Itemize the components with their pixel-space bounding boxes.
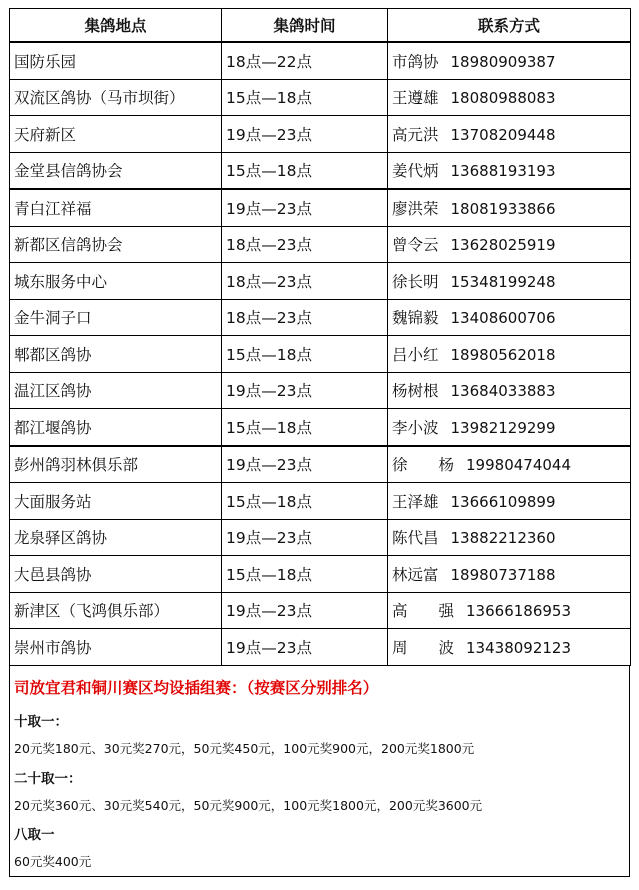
contact-name: 林远富: [392, 565, 439, 584]
contact-cell: [388, 592, 631, 629]
location-cell: 金堂县信鸽协会: [10, 152, 222, 189]
contact-cell: [388, 189, 631, 226]
table-row: [10, 409, 631, 446]
contact-name: 徐 杨: [392, 456, 455, 475]
contact-name: 周 波: [392, 638, 455, 657]
table-row: [10, 189, 631, 226]
time-cell: 15点—18点: [222, 79, 388, 116]
contact-name: 王泽雄: [392, 492, 439, 511]
contact-phone: 13438092123: [466, 638, 571, 657]
contact-name: 徐长明: [392, 272, 439, 291]
time-cell: 19点—23点: [222, 189, 388, 226]
table-row: [10, 556, 631, 593]
time-cell: 19点—23点: [222, 446, 388, 483]
contact-cell: [388, 556, 631, 593]
header-row: [10, 9, 631, 43]
location-cell: 都江堰鸽协: [10, 409, 222, 446]
notes-section: [9, 666, 630, 877]
contact-name: 杨树根: [392, 382, 439, 401]
table-row: [10, 519, 631, 556]
contact-phone: 13882212360: [450, 529, 556, 548]
table-row: [10, 483, 631, 520]
contact-cell: [388, 446, 631, 483]
table-row: [10, 226, 631, 263]
time-cell: 19点—23点: [222, 592, 388, 629]
time-cell: 19点—23点: [222, 519, 388, 556]
location-cell: 金牛洞子口: [10, 299, 222, 336]
location-cell: 温江区鸽协: [10, 372, 222, 409]
collection-table: [9, 8, 631, 666]
contact-name: 姜代炳: [392, 162, 439, 181]
contact-name: 魏锦毅: [392, 309, 439, 328]
contact-cell: [388, 629, 631, 666]
location-cell: 新津区（飞鸿俱乐部）: [10, 592, 222, 629]
table-row: [10, 629, 631, 666]
time-cell: 15点—18点: [222, 556, 388, 593]
table-row: [10, 152, 631, 189]
contact-phone: 13628025919: [450, 236, 556, 255]
contact-cell: [388, 79, 631, 116]
group3-prizes: 60元奖400元: [14, 853, 92, 869]
contact-cell: [388, 116, 631, 153]
contact-phone: 13684033883: [450, 382, 556, 401]
location-cell: 双流区鸽协（马市坝街）: [10, 79, 222, 116]
contact-name: 市鸽协: [392, 52, 439, 71]
table-row: [10, 79, 631, 116]
contact-phone: 13408600706: [450, 309, 556, 328]
table-row: [10, 42, 631, 79]
contact-cell: [388, 152, 631, 189]
location-cell: 崇州市鸽协: [10, 629, 222, 666]
header-location: 集鸽地点: [10, 9, 222, 43]
group2-heading: 二十取一：: [14, 770, 82, 787]
time-cell: 18点—22点: [222, 42, 388, 79]
location-cell: 城东服务中心: [10, 263, 222, 300]
time-cell: 19点—23点: [222, 372, 388, 409]
contact-phone: 13708209448: [450, 125, 556, 144]
time-cell: 15点—18点: [222, 152, 388, 189]
contact-phone: 18980737188: [450, 565, 556, 584]
location-cell: 郫都区鸽协: [10, 336, 222, 373]
header-contact: 联系方式: [388, 9, 631, 43]
contact-cell: [388, 42, 631, 79]
table-row: [10, 336, 631, 373]
contact-phone: 13982129299: [450, 418, 556, 437]
notes-title: 司放宜君和铜川赛区均设插组赛：（按赛区分别排名）: [14, 678, 379, 697]
contact-phone: 13666109899: [450, 492, 556, 511]
contact-cell: [388, 483, 631, 520]
contact-name: 高 强: [392, 602, 455, 621]
contact-phone: 15348199248: [450, 272, 556, 291]
contact-cell: [388, 336, 631, 373]
time-cell: 18点—23点: [222, 299, 388, 336]
group3-heading: 八取一: [14, 826, 55, 843]
location-cell: 龙泉驿区鸽协: [10, 519, 222, 556]
contact-cell: [388, 226, 631, 263]
table-row: [10, 592, 631, 629]
contact-name: 陈代昌: [392, 529, 439, 548]
time-cell: 19点—23点: [222, 629, 388, 666]
location-cell: 大面服务站: [10, 483, 222, 520]
contact-phone: 18081933866: [450, 199, 556, 218]
pigeon-collection-sheet: [9, 8, 630, 877]
contact-name: 曾令云: [392, 236, 439, 255]
table-row: [10, 446, 631, 483]
contact-cell: [388, 519, 631, 556]
contact-name: 高元洪: [392, 125, 439, 144]
contact-cell: [388, 299, 631, 336]
header-time: 集鸽时间: [222, 9, 388, 43]
table-row: [10, 299, 631, 336]
time-cell: 19点—23点: [222, 116, 388, 153]
contact-phone: 13666186953: [466, 602, 571, 621]
table-row: [10, 116, 631, 153]
time-cell: 15点—18点: [222, 336, 388, 373]
contact-name: 李小波: [392, 418, 439, 437]
contact-cell: [388, 372, 631, 409]
time-cell: 18点—23点: [222, 226, 388, 263]
time-cell: 15点—18点: [222, 483, 388, 520]
contact-cell: [388, 263, 631, 300]
contact-name: 王遵雄: [392, 89, 439, 108]
contact-phone: 18980562018: [450, 345, 556, 364]
time-cell: 18点—23点: [222, 263, 388, 300]
contact-phone: 13688193193: [450, 162, 556, 181]
table-row: [10, 372, 631, 409]
contact-phone: 18080988083: [450, 89, 556, 108]
location-cell: 大邑县鸽协: [10, 556, 222, 593]
table-row: [10, 263, 631, 300]
time-cell: 15点—18点: [222, 409, 388, 446]
contact-cell: [388, 409, 631, 446]
contact-name: 廖洪荣: [392, 199, 439, 218]
location-cell: 青白江祥福: [10, 189, 222, 226]
group2-prizes: 20元奖360元、30元奖540元，50元奖900元，100元奖1800元，200元奖3600元: [14, 797, 483, 813]
contact-name: 吕小红: [392, 345, 439, 364]
contact-phone: 19980474044: [466, 456, 571, 475]
group1-prizes: 20元奖180元、30元奖270元，50元奖450元，100元奖900元，200元奖1800元: [14, 740, 475, 756]
group1-heading: 十取一：: [14, 713, 68, 730]
location-cell: 彭州鸽羽林俱乐部: [10, 446, 222, 483]
location-cell: 天府新区: [10, 116, 222, 153]
location-cell: 新都区信鸽协会: [10, 226, 222, 263]
location-cell: 国防乐园: [10, 42, 222, 79]
contact-phone: 18980909387: [450, 52, 556, 71]
